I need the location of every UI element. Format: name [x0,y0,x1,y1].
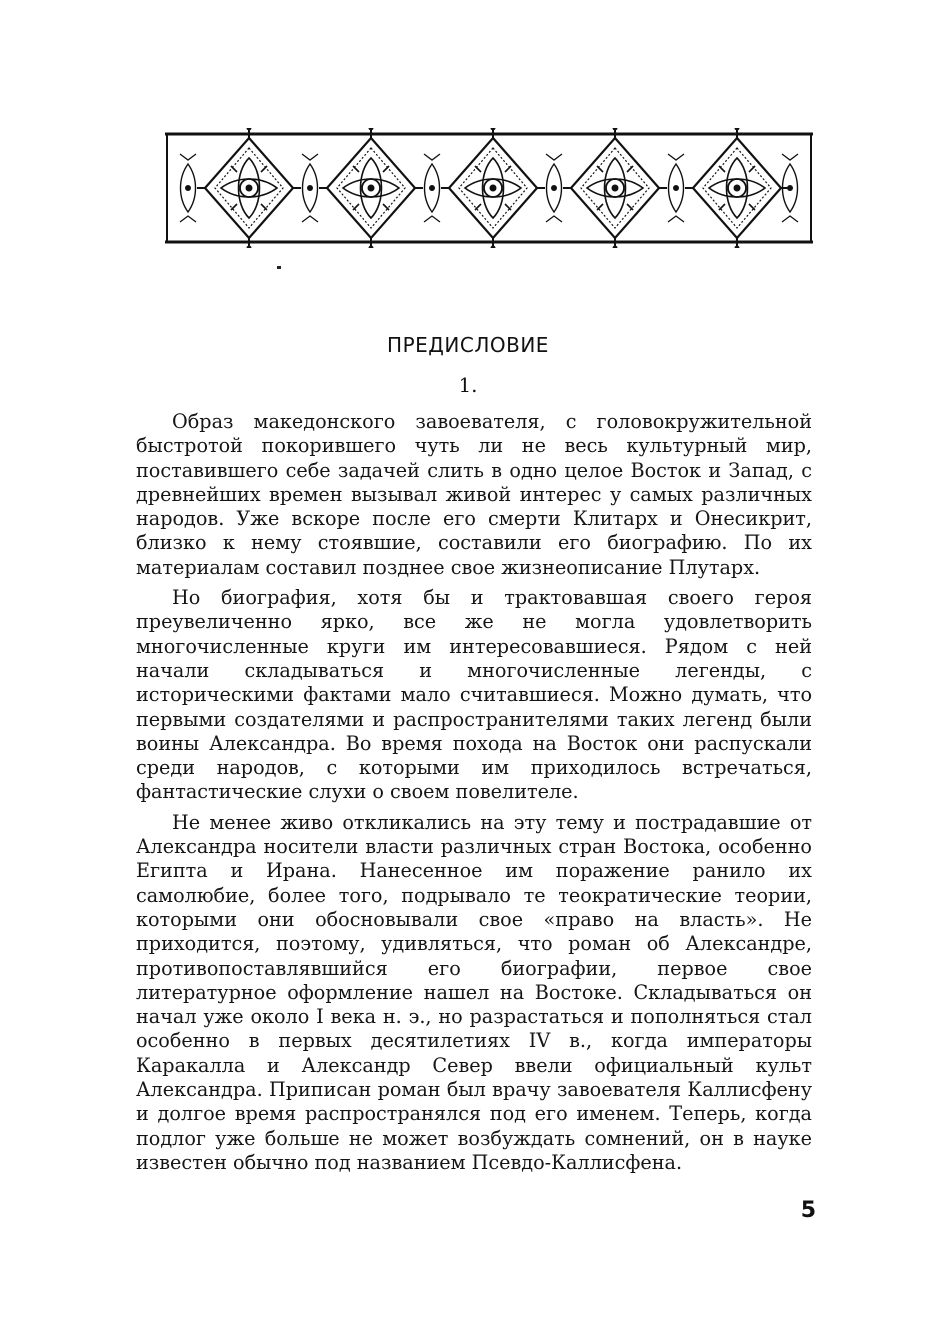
stray-mark [277,266,281,269]
page-title: ПРЕДИСЛОВИЕ [387,333,549,357]
paragraph: Но биография, хотя бы и трактовавшая своего героя преувеличенно ярко, все же не могла удовлетворить многочисленные круги им интересовавшиеся. Рядом с ней начали складываться и многочисленные легенды, с историческими фактами мало считавшиеся. Можно думать, что первыми создателями и распространителями таких легенд были воины Александра. Во время похода на Восток они распускали среди народов, с которыми им приходилось встречаться, фантастические слухи о своем повелителе. [136,586,812,804]
body-text [136,410,812,1181]
decorative-header-ornament [163,128,815,248]
paragraph: Не менее живо откликались на эту тему и пострадавшие от Александра носители власти различных стран Востока, особенно Египта и Ирана. Нанесенное им поражение ранило их самолюбие, более того, подрывало те теократические теории, которыми они обосновывали свое «право на власть». Не приходится, поэтому, удивляться, что роман об Александре, противопоставлявшийся его биографии, первое свое литературное оформление нашел на Востоке. Складываться он начал уже около I века н. э., но разрастаться и пополняться стал особенно в первых десятилетиях IV в., когда императоры Каракалла и Александр Север ввели официальный культ Александра. Приписан роман был врачу завоевателя Каллисфену и долгое время распространялся под его именем. Теперь, когда подлог уже больше не может возбуждать сомнений, он в науке известен обычно под названием Псевдо-Каллисфена. [136,810,812,1174]
paragraph: Образ македонского завоевателя, с головокружительной быстротой покорившего чуть ли не весь культурный мир, поставившего себе задачей слить в одно целое Восток и Запад, с древнейших времен вызывал живой интерес у самых различных народов. Уже вскоре после его смерти Клитарх и Онесикрит, близко к нему стоявшие, составили его биографию. По их материалам составил позднее свое жизнеописание Плутарх. [136,410,812,579]
section-number: 1. [458,373,478,397]
page-number: 5 [800,1198,816,1223]
